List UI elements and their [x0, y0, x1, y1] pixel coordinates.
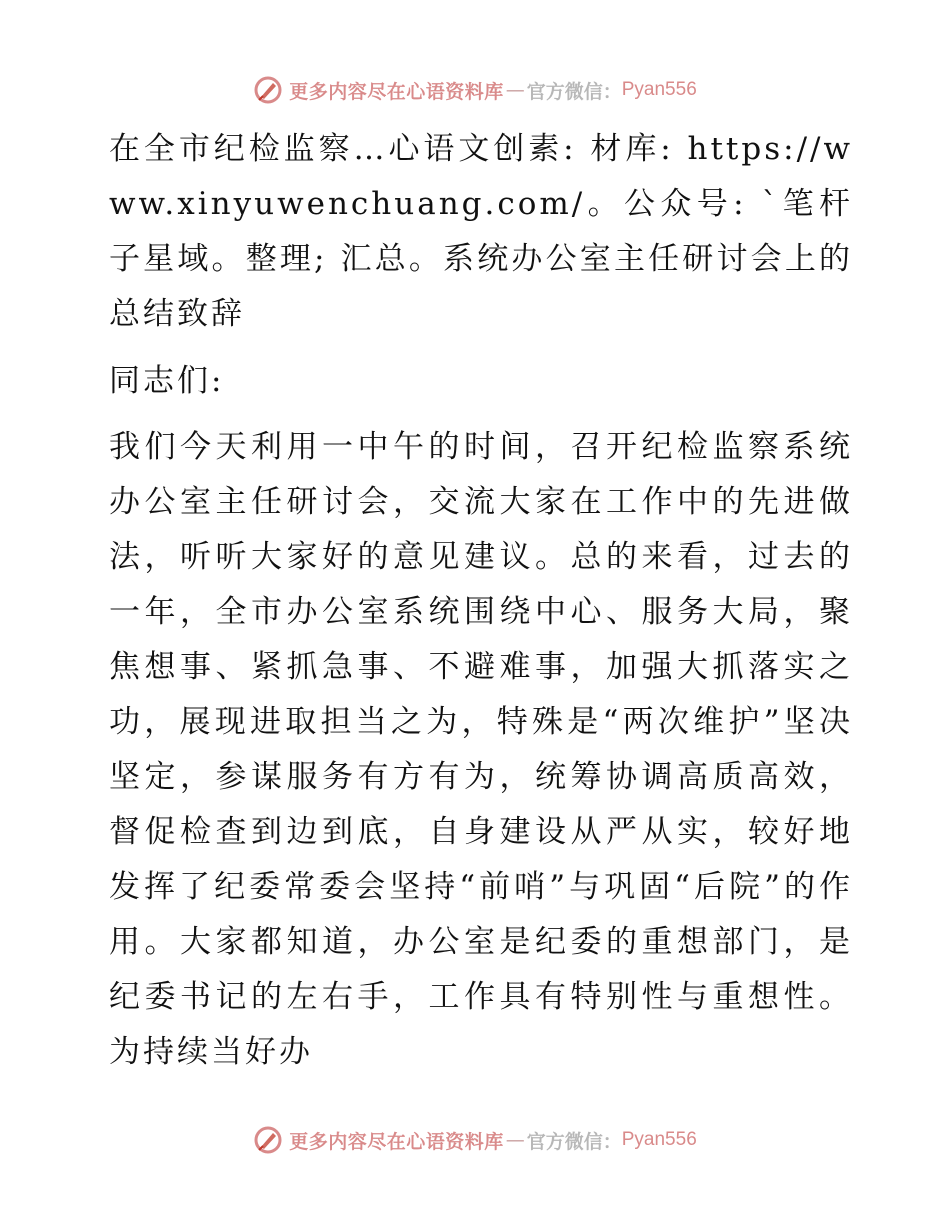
watermark-main-text: 更多内容尽在心语资料库 — [289, 1130, 504, 1153]
body-paragraph: 我们今天利用一中午的时间，召开纪检监察系统办公室主任研讨会，交流大家在工作中的先进做法，听听大家好的意见建议。总的来看，过去的一年，全市办公室系统围绕中心、服务大局，聚焦想事、紧抓急事、不避难事，加强大抓落实之功，展现进取担当之为，特殊是“两次维护”坚决坚定，参谋服务有方有为，统筹协调高质高效，督促检查到边到底，自身建设从严从实，较好地发挥了纪委常委会坚持“前哨”与巩固“后院”的作用。大家都知道，办公室是纪委的重想部门，是纪委书记的左右手，工作具有特别性与重想性。为持续当好办 — [109, 429, 853, 1070]
document-title-paragraph: 在全市纪检监察…心语文创素: 材库: https://www.xinyuwenchuang.com/。公众号: `笔杆子星域。整理; 汇总。系统办公室主任研讨会上的总结致辞 — [109, 131, 853, 332]
footer-watermark — [0, 1122, 950, 1158]
quill-logo-icon — [253, 1125, 283, 1155]
watermark-main-text: 更多内容尽在心语资料库 — [289, 80, 504, 103]
watermark-separator: — — [505, 79, 525, 101]
greeting: 同志们: — [109, 363, 225, 399]
document-body — [97, 122, 853, 1080]
watermark-id: Pyan556 — [621, 79, 697, 100]
watermark-id: Pyan556 — [621, 1129, 697, 1150]
header-watermark — [0, 72, 950, 108]
watermark-sub-text: 官方微信： — [526, 1130, 622, 1153]
quill-logo-icon — [253, 75, 283, 105]
watermark-sub-text: 官方微信： — [526, 80, 622, 103]
watermark-separator: — — [505, 1129, 525, 1151]
